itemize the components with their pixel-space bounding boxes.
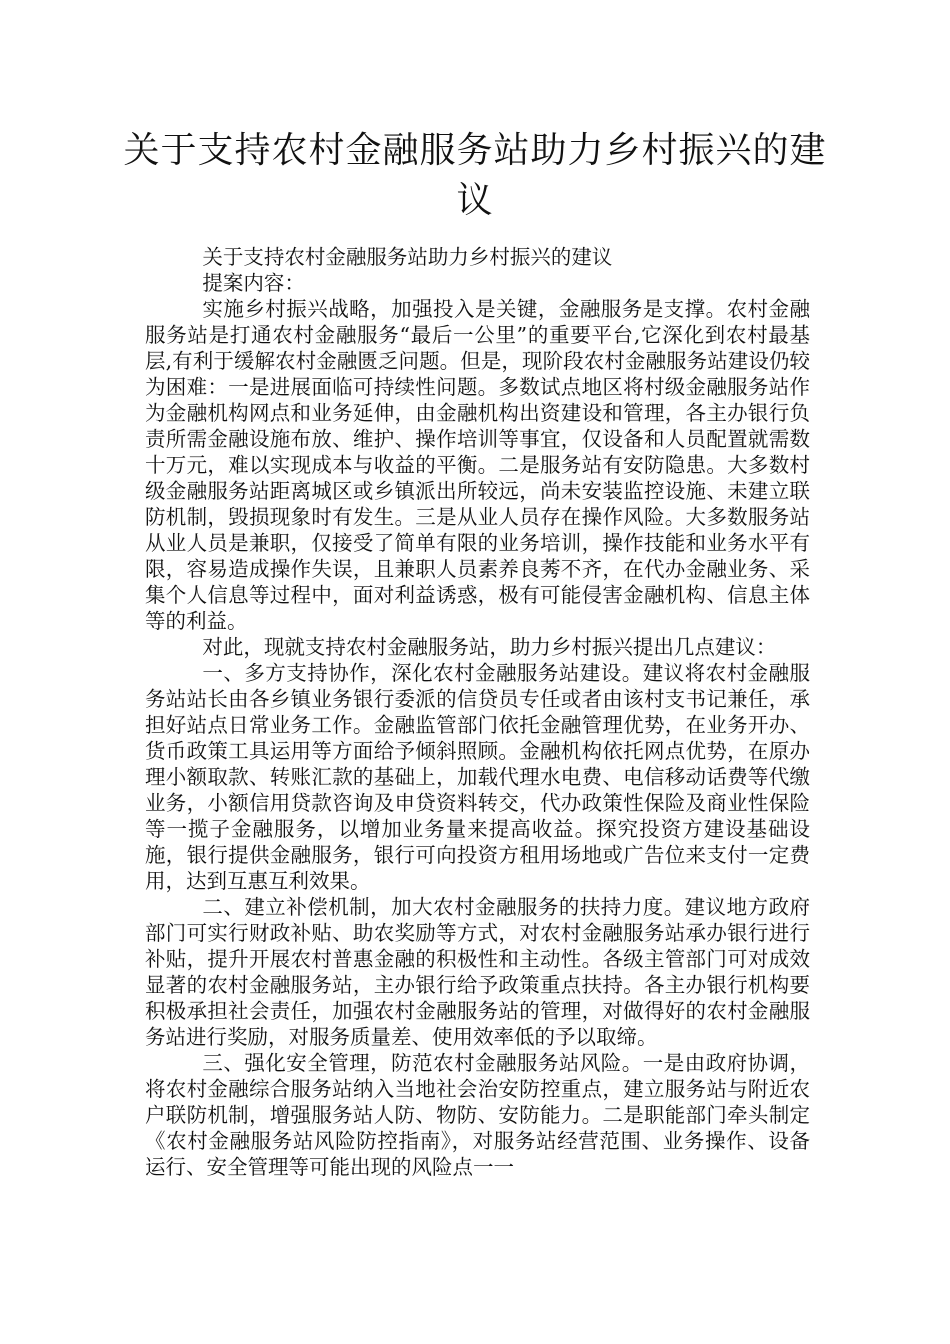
paragraph: 二、建立补偿机制，加大农村金融服务的扶持力度。建议地方政府部门可实行财政补贴、助农奖励等方式，对农村金融服务站承办银行进行补贴，提升开展农村普惠金融的积极性和主动性。各级主管部门可对成效显著的农村金融服务站，主办银行给予政策重点扶持。各主办银行机构要积极承担社会责任，加强农村金融服务站的管理，对做得好的农村金融服务站进行奖励，对服务质量差、使用效率低的予以取缔。 [145,895,810,1049]
document-subtitle: 关于支持农村金融服务站助力乡村振兴的建议 [202,245,613,269]
paragraph: 实施乡村振兴战略，加强投入是关键，金融服务是支撑。农村金融服务站是打通农村金融服务“最后一公里”的重要平台,它深化到农村最基层,有利于缓解农村金融匮乏问题。但是，现阶段农村金融服务站建设仍较为困难：一是进展面临可持续性问题。多数试点地区将村级金融服务站作为金融机构网点和业务延伸，由金融机构出资建设和管理，各主办银行负责所需金融设施布放、维护、操作培训等事宜，仅设备和人员配置就需数十万元，难以实现成本与收益的平衡。二是服务站有安防隐患。大多数村级金融服务站距离城区或乡镇派出所较远，尚未安装监控设施、未建立联防机制，毁损现象时有发生。三是从业人员存在操作风险。大多数服务站从业人员是兼职，仅接受了简单有限的业务培训，操作技能和业务水平有限，容易造成操作失误，且兼职人员素养良莠不齐，在代办金融业务、采集个人信息等过程中，面对利益诱惑，极有可能侵害金融机构、信息主体等的利益。 [145,297,810,633]
paragraph: 三、强化安全管理，防范农村金融服务站风险。一是由政府协调，将农村金融综合服务站纳入当地社会治安防控重点，建立服务站与附近农户联防机制，增强服务站人防、物防、安防能力。二是职能部门牵头制定《农村金融服务站风险防控指南》，对服务站经营范围、业务操作、设备运行、安全管理等可能出现的风险点一一 [145,1051,810,1179]
proposal-label: 提案内容： [202,271,305,295]
document-body [145,244,810,1180]
document-title: 关于支持农村金融服务站助力乡村振兴的建议 [123,130,827,221]
paragraph: 对此，现就支持农村金融服务站，助力乡村振兴提出几点建议： [202,635,777,659]
paragraph: 一、多方支持协作，深化农村金融服务站建设。建议将农村金融服务站站长由各乡镇业务银行委派的信贷员专任或者由该村支书记兼任，承担好站点日常业务工作。金融监管部门依托金融管理优势，在业务开办、货币政策工具运用等方面给予倾斜照顾。金融机构依托网点优势，在原办理小额取款、转账汇款的基础上，加载代理水电费、电信移动话费等代缴业务，小额信用贷款咨询及申贷资料转交，代办政策性保险及商业性保险等一揽子金融服务，以增加业务量来提高收益。探究投资方建设基础设施，银行提供金融服务，银行可向投资方租用场地或广告位来支付一定费用，达到互惠互利效果。 [145,661,810,893]
